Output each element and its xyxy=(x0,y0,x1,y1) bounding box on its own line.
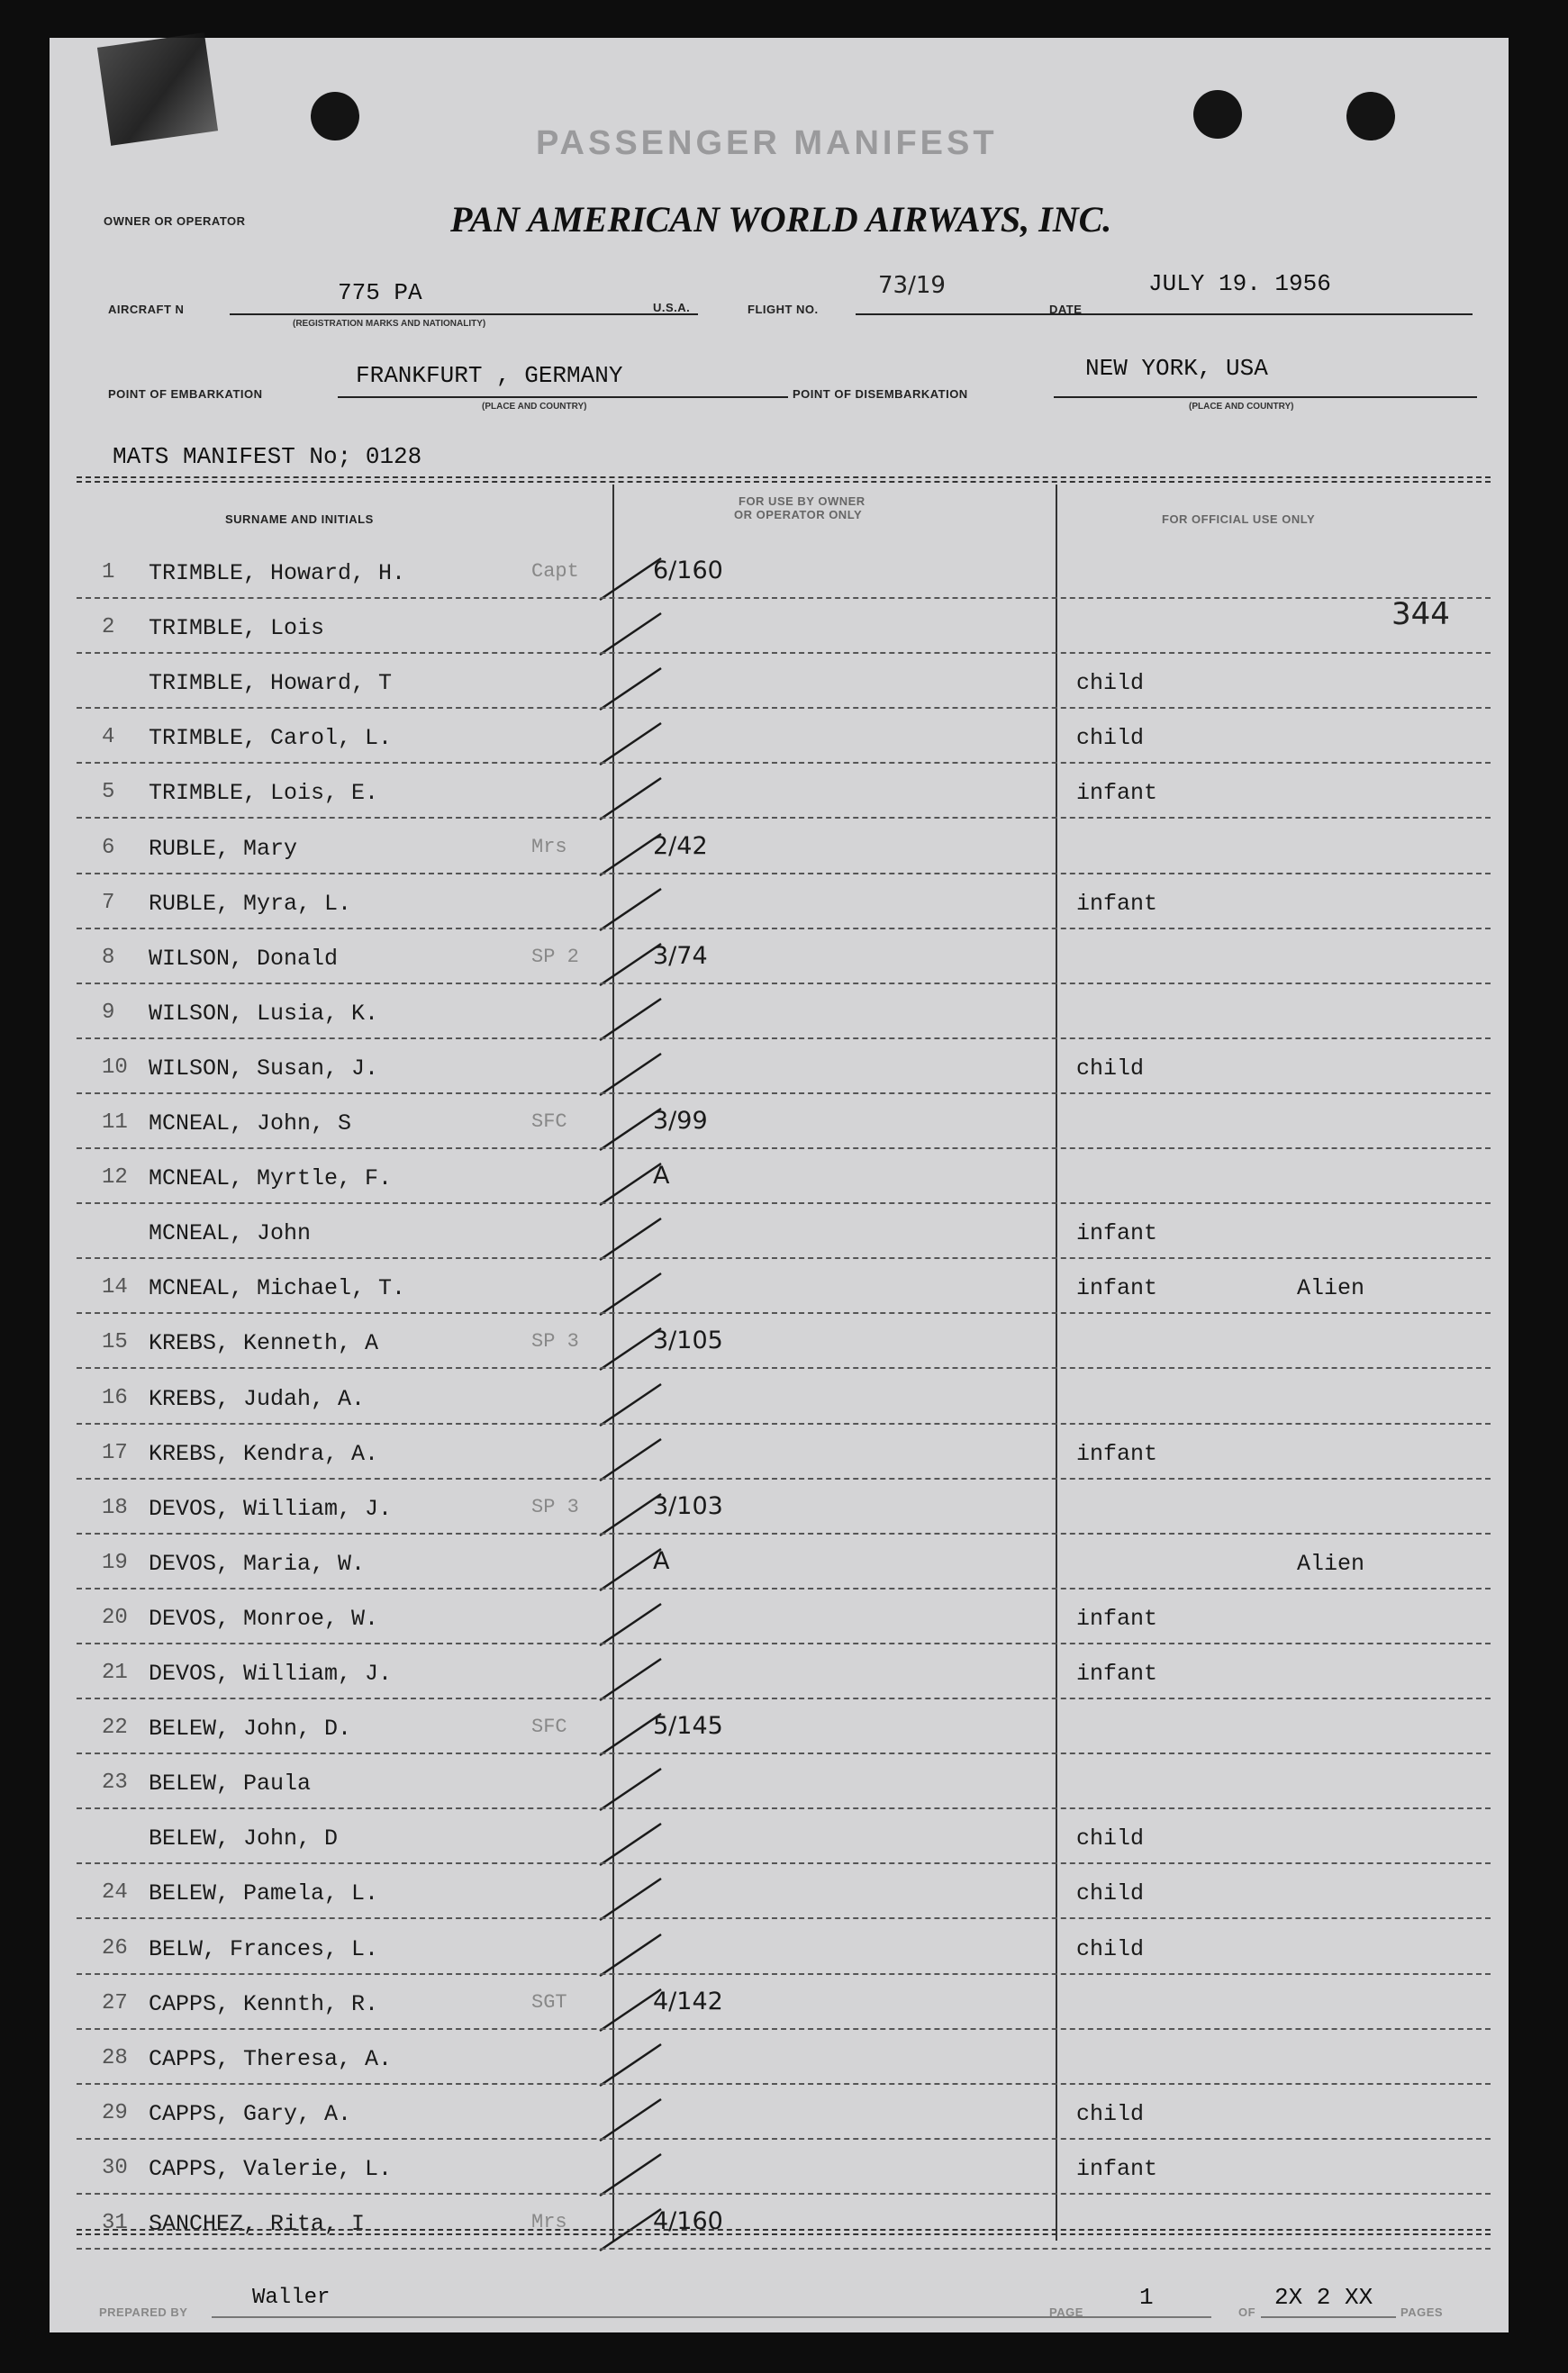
passenger-status: infant xyxy=(1076,780,1158,806)
of-label: OF xyxy=(1238,2305,1256,2319)
col-official: FOR OFFICIAL USE ONLY xyxy=(1162,512,1316,526)
registration-note: (REGISTRATION MARKS AND NATIONALITY) xyxy=(293,319,486,329)
embark-value: FRANKFURT , GERMANY xyxy=(356,362,623,389)
prepared-label: PREPARED BY xyxy=(99,2305,188,2319)
pages-value: 2X 2 XX xyxy=(1274,2284,1373,2311)
row-divider xyxy=(77,1807,1491,1809)
passenger-name: MCNEAL, John xyxy=(149,1220,312,1246)
row-divider xyxy=(77,1312,1491,1314)
passenger-rank: Mrs xyxy=(531,836,567,858)
passenger-name: WILSON, Lusia, K. xyxy=(149,1001,379,1027)
row-number: 15 xyxy=(102,1330,128,1354)
check-mark-icon xyxy=(594,1428,666,1491)
flight-value: 73/19 xyxy=(878,272,946,299)
passenger-row xyxy=(50,767,1509,821)
passenger-rank: Mrs xyxy=(531,2211,567,2233)
passenger-name: BELW, Frances, L. xyxy=(149,1936,379,1962)
row-number: 9 xyxy=(102,1001,115,1025)
row-divider xyxy=(77,983,1491,984)
row-divider xyxy=(77,1147,1491,1149)
passenger-name: RUBLE, Myra, L. xyxy=(149,891,352,917)
passenger-name: TRIMBLE, Howard, H. xyxy=(149,560,406,586)
row-divider xyxy=(77,2083,1491,2085)
row-number: 17 xyxy=(102,1441,128,1465)
passenger-name: DEVOS, Monroe, W. xyxy=(149,1606,379,1632)
passenger-name: RUBLE, Mary xyxy=(149,836,298,862)
passenger-row xyxy=(50,1593,1509,1647)
passenger-row xyxy=(50,1924,1509,1978)
check-mark-icon xyxy=(594,602,666,666)
passenger-status: infant xyxy=(1076,1441,1158,1467)
row-divider xyxy=(77,2193,1491,2195)
check-mark-icon xyxy=(594,2088,666,2151)
passenger-row xyxy=(50,933,1509,987)
embark-note: (PLACE AND COUNTRY) xyxy=(482,402,587,412)
aircraft-label: AIRCRAFT N xyxy=(108,303,185,316)
embark-label: POINT OF EMBARKATION xyxy=(108,387,263,401)
punch-hole-right-1 xyxy=(1193,90,1242,139)
passenger-status: infant xyxy=(1076,1661,1158,1687)
check-mark-icon xyxy=(594,767,666,830)
passenger-status: infant xyxy=(1076,1220,1158,1246)
row-number: 27 xyxy=(102,1991,128,2015)
check-mark-icon xyxy=(594,1868,666,1931)
passenger-row xyxy=(50,988,1509,1042)
row-divider xyxy=(77,597,1491,599)
row-number: 23 xyxy=(102,1771,128,1795)
row-number: 22 xyxy=(102,1716,128,1740)
owner-label: OWNER OR OPERATOR xyxy=(104,214,246,228)
row-number: 31 xyxy=(102,2211,128,2235)
row-divider xyxy=(77,1478,1491,1480)
document-title: PASSENGER MANIFEST xyxy=(536,124,998,162)
passenger-rank: Capt xyxy=(531,560,579,583)
passenger-name: CAPPS, Valerie, L. xyxy=(149,2156,393,2182)
passenger-name: DEVOS, Maria, W. xyxy=(149,1551,366,1577)
passenger-row xyxy=(50,1263,1509,1317)
row-number: 4 xyxy=(102,725,115,749)
passenger-status: infant xyxy=(1076,1275,1158,1301)
passenger-status: infant xyxy=(1076,2156,1158,2182)
punch-hole-left xyxy=(311,92,359,140)
usa-label: U.S.A. xyxy=(653,301,691,314)
passenger-row xyxy=(50,1538,1509,1592)
check-mark-icon xyxy=(594,1373,666,1436)
passenger-name: SANCHEZ, Rita, I xyxy=(149,2211,366,2237)
passenger-name: KREBS, Judah, A. xyxy=(149,1386,366,1412)
row-divider xyxy=(77,1643,1491,1644)
prepared-value: Waller xyxy=(252,2286,331,2310)
row-number: 16 xyxy=(102,1386,128,1410)
passenger-row xyxy=(50,1208,1509,1262)
passenger-rank: SP 3 xyxy=(531,1330,579,1353)
operator-number: 3/74 xyxy=(653,942,708,970)
passenger-name: MCNEAL, Myrtle, F. xyxy=(149,1165,393,1191)
col-owner-use-1: FOR USE BY OWNER xyxy=(739,494,866,508)
flight-label: FLIGHT NO. xyxy=(748,303,819,316)
passenger-row xyxy=(50,1813,1509,1867)
row-divider xyxy=(77,762,1491,764)
passenger-row xyxy=(50,2033,1509,2088)
check-mark-icon xyxy=(594,1208,666,1271)
operator-number: A xyxy=(653,1162,670,1190)
check-mark-icon xyxy=(594,1648,666,1711)
row-divider xyxy=(77,873,1491,874)
disembark-note: (PLACE AND COUNTRY) xyxy=(1189,402,1294,412)
passenger-row xyxy=(50,1483,1509,1537)
passenger-name: BELEW, John, D. xyxy=(149,1716,352,1742)
passenger-rank: SGT xyxy=(531,1991,567,2014)
row-divider xyxy=(77,1973,1491,1975)
operator-number: 3/103 xyxy=(653,1492,723,1520)
passenger-row xyxy=(50,2198,1509,2252)
page-underline xyxy=(1094,2316,1211,2318)
passenger-status: child xyxy=(1076,1880,1145,1907)
row-number: 18 xyxy=(102,1496,128,1520)
check-mark-icon xyxy=(594,712,666,775)
col-surname: SURNAME AND INITIALS xyxy=(225,512,374,526)
prepared-underline xyxy=(212,2316,1094,2318)
passenger-row xyxy=(50,1373,1509,1427)
passenger-name: TRIMBLE, Lois xyxy=(149,615,325,641)
passenger-rank: SP 2 xyxy=(531,946,579,968)
passenger-name: MCNEAL, John, S xyxy=(149,1110,352,1137)
row-number: 5 xyxy=(102,780,115,804)
check-mark-icon xyxy=(594,988,666,1051)
operator-number: 6/160 xyxy=(653,557,723,584)
row-divider xyxy=(77,2028,1491,2030)
passenger-rank: SFC xyxy=(531,1110,567,1133)
passenger-row xyxy=(50,1979,1509,2033)
passenger-row xyxy=(50,1153,1509,1207)
row-number: 29 xyxy=(102,2101,128,2125)
row-divider xyxy=(77,707,1491,709)
check-mark-icon xyxy=(594,1263,666,1326)
passenger-rank: SP 3 xyxy=(531,1496,579,1518)
page-label: PAGE xyxy=(1049,2305,1083,2319)
row-divider xyxy=(77,1092,1491,1094)
passenger-row xyxy=(50,2088,1509,2142)
passenger-name: TRIMBLE, Howard, T xyxy=(149,670,393,696)
row-divider xyxy=(77,2138,1491,2140)
torn-corner-stamp xyxy=(97,32,218,146)
row-divider xyxy=(77,1698,1491,1699)
row-number: 12 xyxy=(102,1165,128,1190)
row-number: 26 xyxy=(102,1936,128,1961)
row-number: 28 xyxy=(102,2046,128,2070)
operator-number: 3/105 xyxy=(653,1327,723,1354)
passenger-row xyxy=(50,712,1509,766)
disembark-underline xyxy=(1054,396,1477,398)
row-divider xyxy=(77,928,1491,929)
passenger-name: CAPPS, Kennth, R. xyxy=(149,1991,379,2017)
alien-note: Alien xyxy=(1297,1551,1365,1577)
passenger-row xyxy=(50,2143,1509,2197)
passenger-name: CAPPS, Theresa, A. xyxy=(149,2046,393,2072)
passenger-name: WILSON, Donald xyxy=(149,946,339,972)
airline-name: PAN AMERICAN WORLD AIRWAYS, INC. xyxy=(450,199,1112,240)
passenger-name: BELEW, John, D xyxy=(149,1825,339,1852)
passenger-row xyxy=(50,1758,1509,1812)
row-number: 10 xyxy=(102,1055,128,1080)
row-number: 20 xyxy=(102,1606,128,1630)
mats-manifest-number: MATS MANIFEST No; 0128 xyxy=(113,443,422,470)
check-mark-icon xyxy=(594,2033,666,2097)
aircraft-value: 775 PA xyxy=(338,279,422,306)
passenger-status: infant xyxy=(1076,891,1158,917)
operator-number: 4/142 xyxy=(653,1988,723,2015)
row-divider xyxy=(77,1257,1491,1259)
check-mark-icon xyxy=(594,878,666,941)
check-mark-icon xyxy=(594,2143,666,2206)
passenger-row xyxy=(50,1318,1509,1372)
row-number: 24 xyxy=(102,1880,128,1905)
passenger-rank: SFC xyxy=(531,1716,567,1738)
col-owner-use-2: OR OPERATOR ONLY xyxy=(734,508,863,521)
operator-number: A xyxy=(653,1547,670,1575)
passenger-row xyxy=(50,1868,1509,1922)
check-mark-icon xyxy=(594,1593,666,1656)
row-divider xyxy=(77,1367,1491,1369)
row-divider xyxy=(77,1202,1491,1204)
passenger-row xyxy=(50,1043,1509,1097)
passenger-row xyxy=(50,1703,1509,1757)
passenger-status: infant xyxy=(1076,1606,1158,1632)
passenger-status: child xyxy=(1076,1825,1145,1852)
passenger-name: BELEW, Pamela, L. xyxy=(149,1880,379,1907)
row-divider xyxy=(77,1917,1491,1919)
manifest-sheet xyxy=(50,38,1509,2332)
footer-rule xyxy=(77,2229,1491,2235)
row-divider xyxy=(77,1533,1491,1535)
passenger-name: BELEW, Paula xyxy=(149,1771,312,1797)
row-divider xyxy=(77,1423,1491,1425)
row-number: 19 xyxy=(102,1551,128,1575)
disembark-label: POINT OF DISEMBARKATION xyxy=(793,387,968,401)
passenger-name: KREBS, Kenneth, A xyxy=(149,1330,379,1356)
passenger-status: child xyxy=(1076,1055,1145,1082)
row-number: 21 xyxy=(102,1661,128,1685)
row-divider xyxy=(77,1753,1491,1754)
passenger-row xyxy=(50,657,1509,711)
passenger-name: KREBS, Kendra, A. xyxy=(149,1441,379,1467)
check-mark-icon xyxy=(594,1813,666,1876)
passenger-name: CAPPS, Gary, A. xyxy=(149,2101,352,2127)
operator-number: 2/42 xyxy=(653,832,708,860)
row-divider xyxy=(77,1588,1491,1590)
row-divider xyxy=(77,1862,1491,1864)
passenger-row xyxy=(50,548,1509,602)
operator-number: 3/99 xyxy=(653,1107,708,1135)
margin-note: 344 xyxy=(1391,596,1450,632)
row-number: 11 xyxy=(102,1110,128,1135)
row-number: 14 xyxy=(102,1275,128,1300)
alien-note: Alien xyxy=(1297,1275,1365,1301)
passenger-row xyxy=(50,1098,1509,1152)
passenger-status: child xyxy=(1076,1936,1145,1962)
row-number: 6 xyxy=(102,836,115,860)
date-underline xyxy=(1094,313,1473,315)
page-value: 1 xyxy=(1139,2284,1154,2311)
passenger-name: TRIMBLE, Lois, E. xyxy=(149,780,379,806)
operator-number: 4/160 xyxy=(653,2207,723,2235)
row-divider xyxy=(77,652,1491,654)
punch-hole-right-2 xyxy=(1346,92,1395,140)
passenger-status: child xyxy=(1076,2101,1145,2127)
passenger-name: WILSON, Susan, J. xyxy=(149,1055,379,1082)
date-value: JULY 19. 1956 xyxy=(1148,270,1331,297)
row-number: 7 xyxy=(102,891,115,915)
passenger-row xyxy=(50,823,1509,877)
passenger-status: child xyxy=(1076,670,1145,696)
row-number: 8 xyxy=(102,946,115,970)
passenger-row xyxy=(50,1428,1509,1482)
embark-underline xyxy=(338,396,788,398)
check-mark-icon xyxy=(594,1924,666,1987)
operator-number: 5/145 xyxy=(653,1712,723,1740)
row-number: 30 xyxy=(102,2156,128,2180)
aircraft-underline xyxy=(230,313,698,315)
row-number: 2 xyxy=(102,615,115,639)
check-mark-icon xyxy=(594,1758,666,1821)
passenger-row xyxy=(50,602,1509,657)
row-divider xyxy=(77,1037,1491,1039)
header-rule xyxy=(77,476,1491,483)
disembark-value: NEW YORK, USA xyxy=(1085,355,1268,382)
pages-label: PAGES xyxy=(1400,2305,1444,2319)
row-number: 1 xyxy=(102,560,115,584)
pages-underline xyxy=(1261,2316,1396,2318)
passenger-name: MCNEAL, Michael, T. xyxy=(149,1275,406,1301)
passenger-row xyxy=(50,1648,1509,1702)
row-divider xyxy=(77,817,1491,819)
check-mark-icon xyxy=(594,1043,666,1106)
passenger-row xyxy=(50,878,1509,932)
passenger-name: TRIMBLE, Carol, L. xyxy=(149,725,393,751)
check-mark-icon xyxy=(594,657,666,720)
passenger-status: child xyxy=(1076,725,1145,751)
passenger-name: DEVOS, William, J. xyxy=(149,1661,393,1687)
date-label: DATE xyxy=(1049,303,1083,316)
row-divider xyxy=(77,2248,1491,2250)
passenger-name: DEVOS, William, J. xyxy=(149,1496,393,1522)
